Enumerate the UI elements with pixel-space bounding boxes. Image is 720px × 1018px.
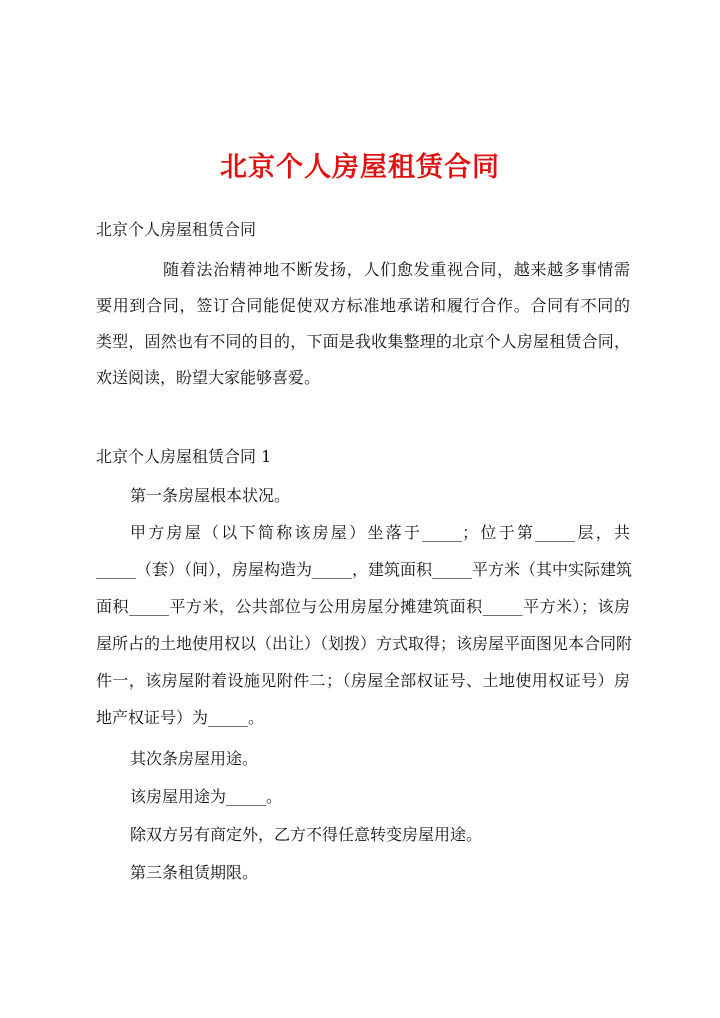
usage-note: 除双方另有商定外，乙方不得任意转变房屋用途。 [130, 825, 483, 844]
subtitle: 北京个人房屋租赁合同 [96, 220, 257, 239]
para1-line-6: 地产权证号）为_____。 [96, 708, 265, 727]
intro-line-1: 随着法治精神地不断发扬，人们愈发重视合同，越来越多事情需 [163, 260, 630, 279]
article-3-heading: 第三条租赁期限。 [130, 863, 259, 882]
intro-line-2: 要用到合同，签订合同能促使双方标准地承诺和履行合作。合同有不同的 [96, 296, 630, 315]
para1-line-2: _____（套）（间），房屋构造为_____，建筑面积_____平方米（其中实际建筑 [96, 560, 633, 579]
para1-line-1: 甲方房屋（以下简称该房屋）坐落于_____；位于第_____层，共 [130, 523, 630, 542]
section-heading: 北京个人房屋租赁合同 1 [96, 447, 272, 466]
para1-line-3: 面积_____平方米，公共部位与公用房屋分摊建筑面积_____平方米）；该房 [96, 597, 630, 616]
intro-line-4: 欢送阅读，盼望大家能够喜爱。 [96, 368, 321, 387]
para1-line-4: 屋所占的土地使用权以（出让）（划拨）方式取得；该房屋平面图见本合同附 [96, 634, 633, 653]
para1-line-5: 件一，该房屋附着设施见附件二；（房屋全部权证号、土地使用权证号）房 [96, 671, 630, 690]
document-title: 北京个人房屋租赁合同 [220, 152, 500, 183]
article-2-heading: 其次条房屋用途。 [130, 749, 259, 768]
article-1-heading: 第一条房屋根本状况。 [130, 486, 291, 505]
intro-line-3: 类型，固然也有不同的目的，下面是我收集整理的北京个人房屋租赁合同， [96, 332, 630, 351]
usage-line: 该房屋用途为_____。 [130, 787, 283, 806]
